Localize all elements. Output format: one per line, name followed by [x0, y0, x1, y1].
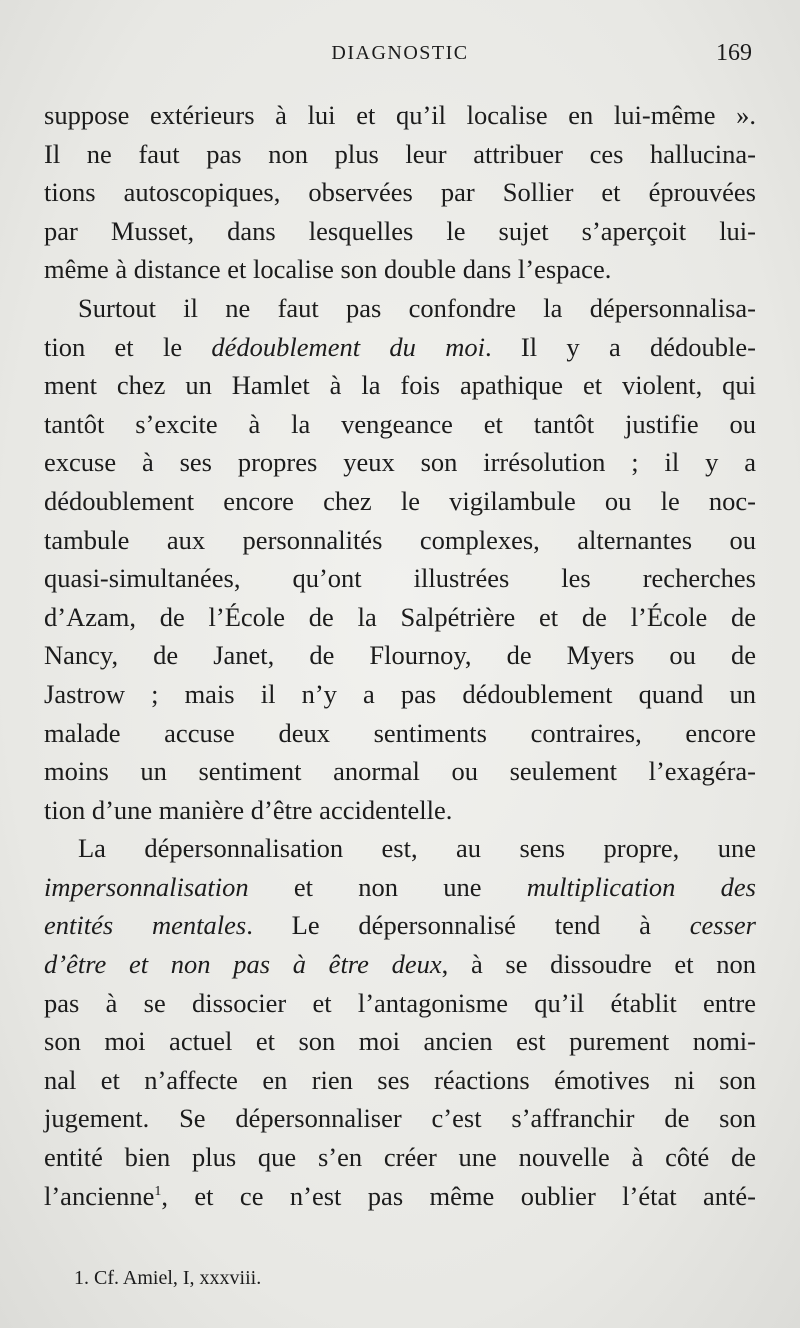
text-line: même à distance et localise son double dans l’espace. [44, 254, 612, 285]
text-line: tions autoscopiques, observées par Sollier et éprouvées [44, 177, 756, 208]
running-head [44, 38, 756, 68]
emphasis-text: cesser [689, 910, 756, 941]
text-line: d’Azam, de l’École de la Salpétrière et de l’École de [44, 601, 756, 632]
text-line: jugement. Se dépersonnaliser c’est s’affranchir de son [44, 1103, 756, 1134]
paragraph-first-line: La dépersonnalisation est, au sens propre, une [78, 833, 756, 864]
text-line: malade accuse deux sentiments contraires, encore [44, 717, 756, 748]
text-run: l’ancienne [44, 1180, 155, 1211]
text-run: . Le dépersonnalisé tend à [246, 910, 690, 941]
text-line [44, 1177, 756, 1216]
text-line: pas à se dissocier et l’antagonisme qu’il établit entre [44, 987, 756, 1018]
emphasis-text: dédoublement du moi [211, 331, 485, 362]
text-line: son moi actuel et son moi ancien est purement nomi- [44, 1026, 756, 1057]
text-line [44, 328, 756, 367]
text-line: entité bien plus que s’en créer une nouvelle à côté de [44, 1142, 756, 1173]
text-line: Il ne faut pas non plus leur attribuer ces hallucina- [44, 138, 756, 169]
footnote: 1. Cf. Amiel, I, xxxviii. [74, 1267, 262, 1289]
text-line: moins un sentiment anormal ou seulement l’exagéra- [44, 756, 756, 787]
text-line: suppose extérieurs à lui et qu’il localise en lui-même ». [44, 100, 756, 130]
text-line [44, 906, 756, 945]
emphasis-text: d’être et non pas à être deux [44, 949, 442, 980]
text-run: , à se dissoudre et non [441, 949, 756, 980]
text-line: tambule aux personnalités complexes, alternantes ou [44, 524, 756, 555]
text-line: Nancy, de Janet, de Flournoy, de Myers ou de [44, 640, 756, 671]
page-header-title: DIAGNOSTIC [331, 42, 469, 64]
text-line: ment chez un Hamlet à la fois apathique et violent, qui [44, 370, 756, 401]
paragraph-first-line: Surtout il ne faut pas confondre la dépersonnalisa- [78, 292, 756, 323]
body-text [44, 96, 756, 1215]
emphasis-text: multiplication des [526, 871, 756, 902]
text-run: , et ce n’est pas même oublier l’état anté- [161, 1180, 756, 1211]
text-line [44, 868, 756, 907]
text-run: tion et le [44, 331, 212, 362]
text-line: quasi-simultanées, qu’ont illustrées les recherches [44, 563, 756, 594]
text-line [44, 945, 756, 984]
footnote-marker: 1 [154, 1183, 162, 1199]
text-line: dédoublement encore chez le vigilambule ou le noc- [44, 485, 756, 516]
emphasis-text: impersonnalisation [44, 871, 249, 902]
text-run: et non une [248, 871, 527, 902]
text-line: tion d’une manière d’être accidentelle. [44, 794, 453, 825]
text-line: excuse à ses propres yeux son irrésolution ; il y a [44, 447, 756, 478]
text-line: par Musset, dans lesquelles le sujet s’aperçoit lui- [44, 215, 756, 246]
text-run: . Il y a dédouble- [484, 331, 756, 362]
text-line: nal et n’affecte en rien ses réactions émotives ni son [44, 1064, 756, 1095]
emphasis-text: entités mentales [44, 910, 247, 941]
page-number: 169 [716, 40, 752, 66]
text-line: tantôt s’excite à la vengeance et tantôt justifie ou [44, 408, 756, 439]
text-line: Jastrow ; mais il n’y a pas dédoublement quand un [44, 678, 756, 709]
